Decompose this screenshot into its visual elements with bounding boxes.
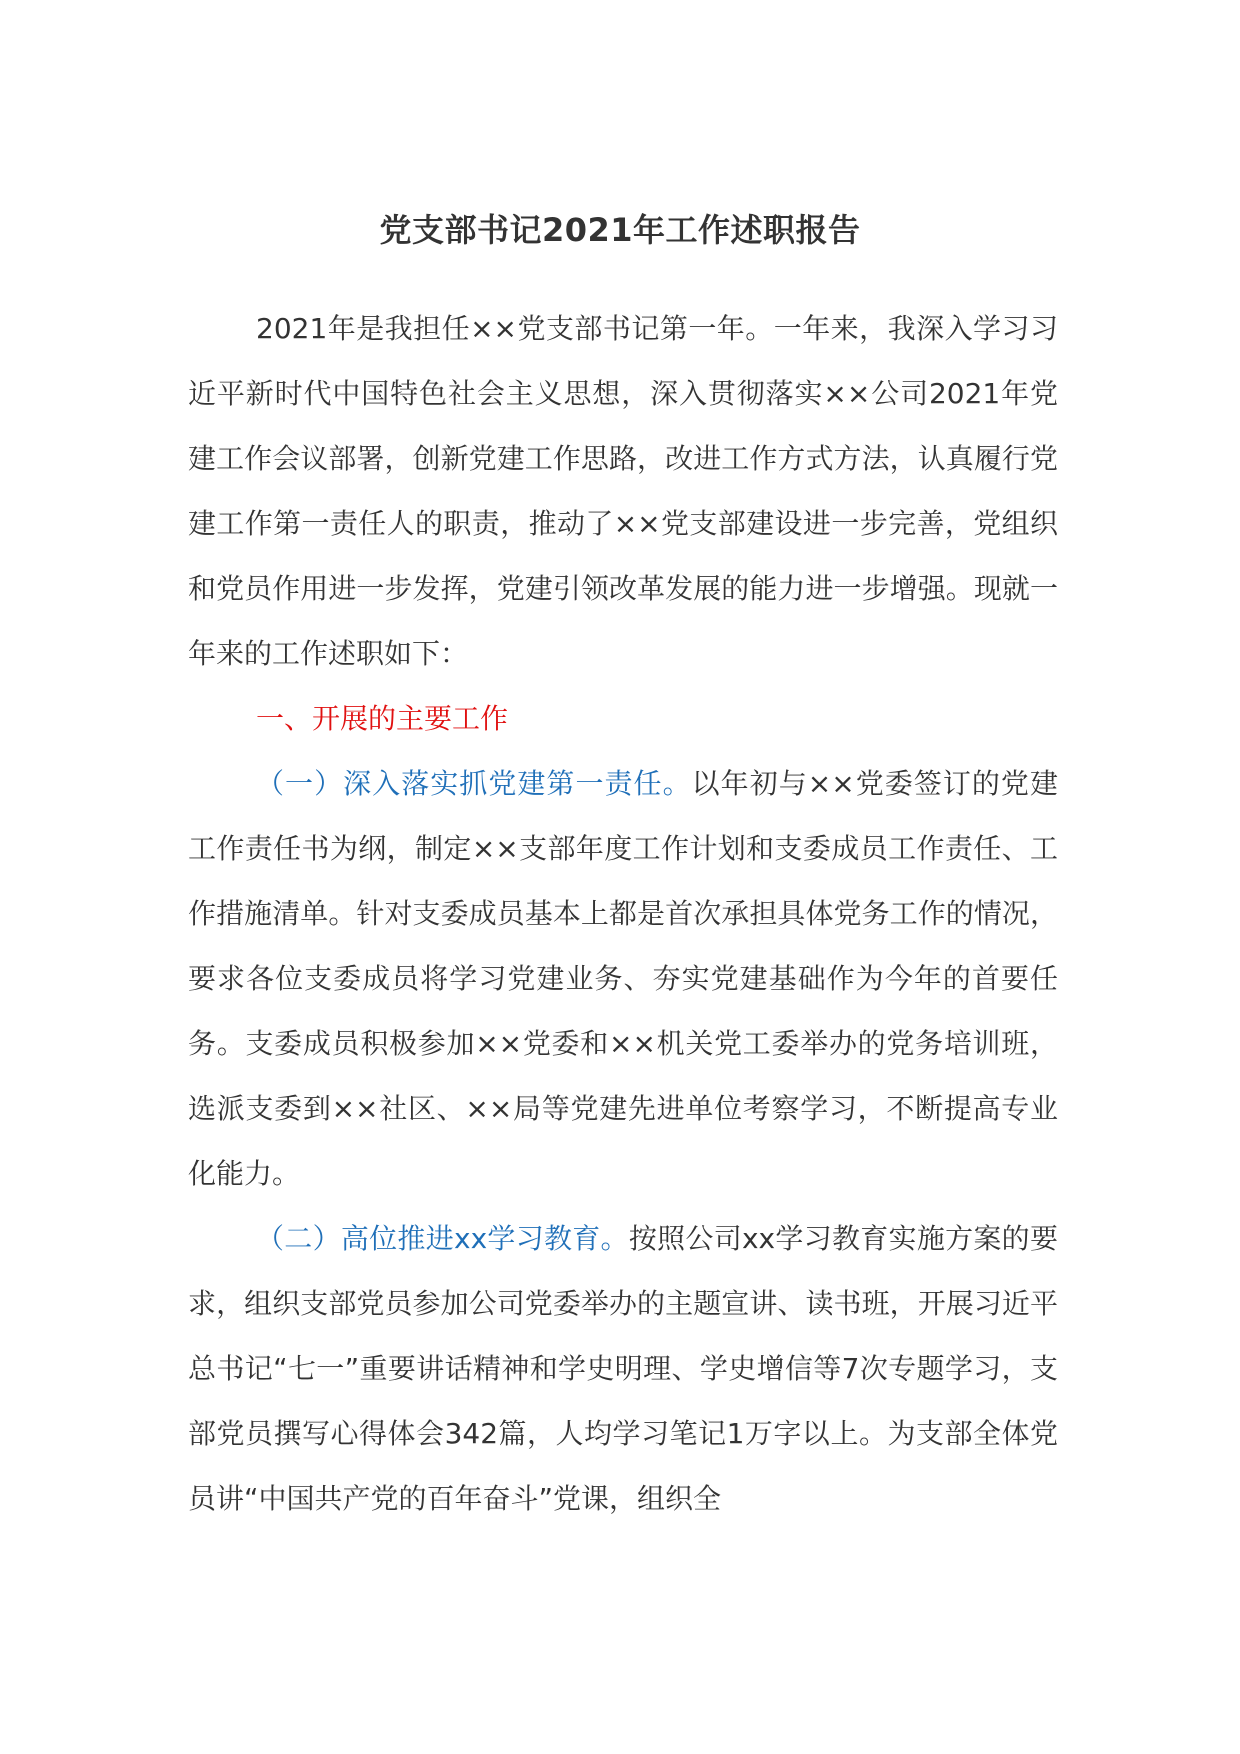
item-1-heading: （一）深入落实抓党建第一责任。 xyxy=(256,767,692,800)
page-title: 党支部书记2021年工作述职报告 xyxy=(379,211,861,249)
document-body xyxy=(188,296,1058,1531)
intro-paragraph: 2021年是我担任××党支部书记第一年。一年来，我深入学习习近平新时代中国特色社会主义思想，深入贯彻落实××公司2021年党建工作会议部署，创新党建工作思路，改进工作方式方法，认真履行党建工作第一责任人的职责，推动了××党支部建设进一步完善，党组织和党员作用进一步发挥，党建引领改革发展的能力进一步增强。现就一年来的工作述职如下： xyxy=(188,312,1058,670)
item-1-text: 以年初与××党委签订的党建工作责任书为纲，制定××支部年度工作计划和支委成员工作责任、工作措施清单。针对支委成员基本上都是首次承担具体党务工作的情况，要求各位支委成员将学习党建业务、夯实党建基础作为今年的首要任务。支委成员积极参加××党委和××机关党工委举办的党务培训班，选派支委到××社区、××局等党建先进单位考察学习，不断提高专业化能力。 xyxy=(188,767,1058,1190)
item-2-paragraph xyxy=(188,1206,1058,1531)
item-1-paragraph xyxy=(188,751,1058,1206)
item-2-text: 按照公司xx学习教育实施方案的要求，组织支部党员参加公司党委举办的主题宣讲、读书班，开展习近平总书记“七一”重要讲话精神和学史明理、学史增信等7次专题学习，支部党员撰写心得体会342篇，人均学习笔记1万字以上。为支部全体党员讲“中国共产党的百年奋斗”党课，组织全 xyxy=(188,1222,1058,1515)
section-heading: 一、开展的主要工作 xyxy=(256,702,509,735)
item-2-heading: （二）高位推进xx学习教育。 xyxy=(256,1222,629,1255)
